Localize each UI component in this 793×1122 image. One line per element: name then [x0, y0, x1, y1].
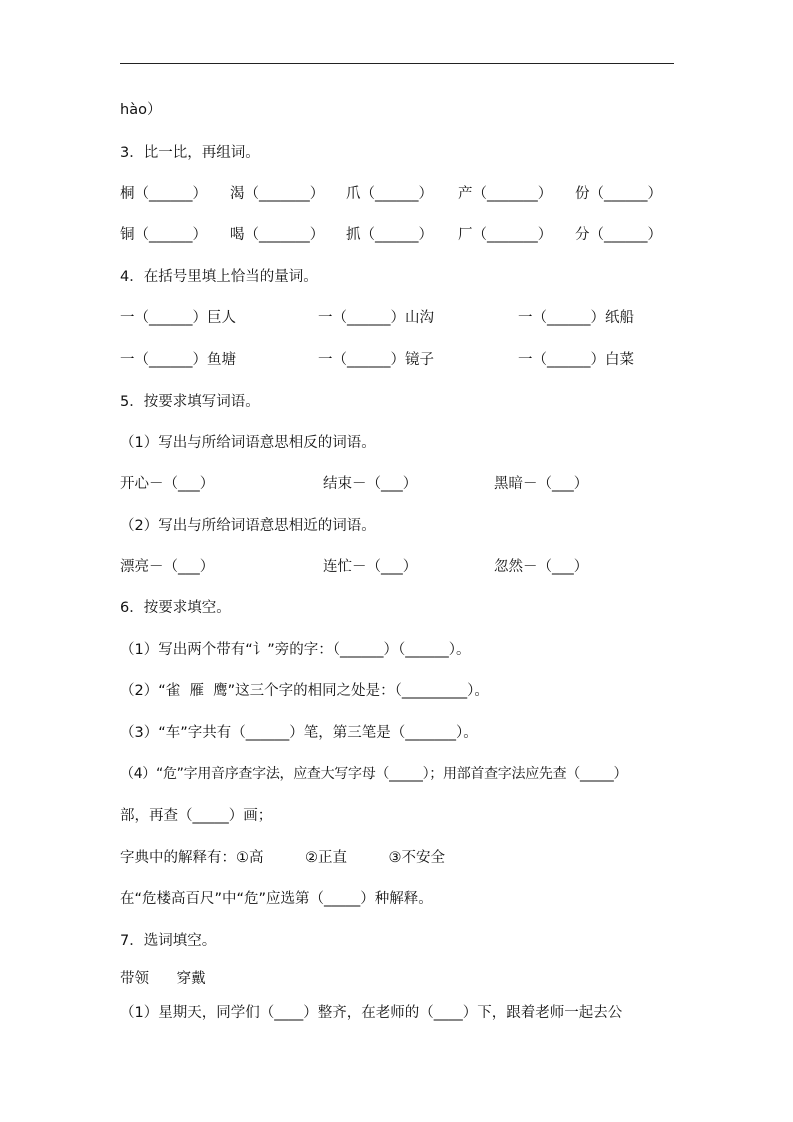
q5-item: 黑暗－（___）	[494, 476, 589, 492]
q6-line: 部，再查（_____）画；	[120, 808, 273, 824]
q5-item: 连忙－（___）	[323, 559, 418, 575]
q5-item: 漂亮－（___）	[120, 559, 215, 575]
q3-item: 产（_______）	[458, 186, 553, 202]
q6-line: （4）“危”字用音序查字法，应查大写字母（_____）；用部首查字法应先查（_____）	[120, 766, 628, 782]
q6-line: （3）“车”字共有（______）笔，第三笔是（_______）。	[120, 725, 478, 741]
q3-item: 抓（______）	[346, 227, 433, 243]
q5-sub2: （2）写出与所给词语意思相近的词语。	[120, 518, 376, 534]
q4-item: 一（______）鱼塘	[120, 352, 236, 368]
q5-sub1: （1）写出与所给词语意思相反的词语。	[120, 435, 376, 451]
q4-item: 一（______）巨人	[120, 310, 236, 326]
q6-line: （1）写出两个带有“讠”旁的字：（______）（______）。	[120, 642, 471, 658]
q5-title: 5．按要求填写词语。	[120, 394, 260, 410]
q5-item: 开心－（___）	[120, 476, 215, 492]
q3-item: 铜（______）	[120, 227, 207, 243]
q7-line: （1）星期天，同学们（____）整齐，在老师的（____）下，跟着老师一起去公	[120, 1005, 623, 1021]
q7-title: 7．选词填空。	[120, 933, 217, 949]
q3-item: 分（______）	[575, 227, 662, 243]
q4-item: 一（______）镜子	[318, 352, 434, 368]
q3-title: 3．比一比，再组词。	[120, 145, 260, 161]
q3-item: 厂（_______）	[458, 227, 553, 243]
q4-item: 一（______）白菜	[518, 352, 634, 368]
q3-item: 爪（______）	[346, 186, 433, 202]
q4-item: 一（______）纸船	[518, 310, 634, 326]
header-fragment: hào）	[120, 102, 162, 118]
q5-item: 忽然－（___）	[494, 559, 589, 575]
q5-item: 结束－（___）	[323, 476, 418, 492]
q7-options: 带领 穿戴	[120, 971, 206, 987]
header-rule	[120, 63, 674, 64]
q3-item: 桐（______）	[120, 186, 207, 202]
q6-line: 字典中的解释有：①高 ②正直 ③不安全	[120, 850, 445, 866]
q3-item: 渴（_______）	[230, 186, 325, 202]
q6-line: （2）“雀 雁 鹰”这三个字的相同之处是：（_________）。	[120, 683, 489, 699]
q3-item: 喝（_______）	[230, 227, 325, 243]
q6-title: 6．按要求填空。	[120, 600, 231, 616]
q3-item: 份（______）	[575, 186, 662, 202]
q6-line: 在“危楼高百尺”中“危”应选第（_____）种解释。	[120, 891, 433, 907]
q4-item: 一（______）山沟	[318, 310, 434, 326]
q4-title: 4．在括号里填上恰当的量词。	[120, 269, 318, 285]
